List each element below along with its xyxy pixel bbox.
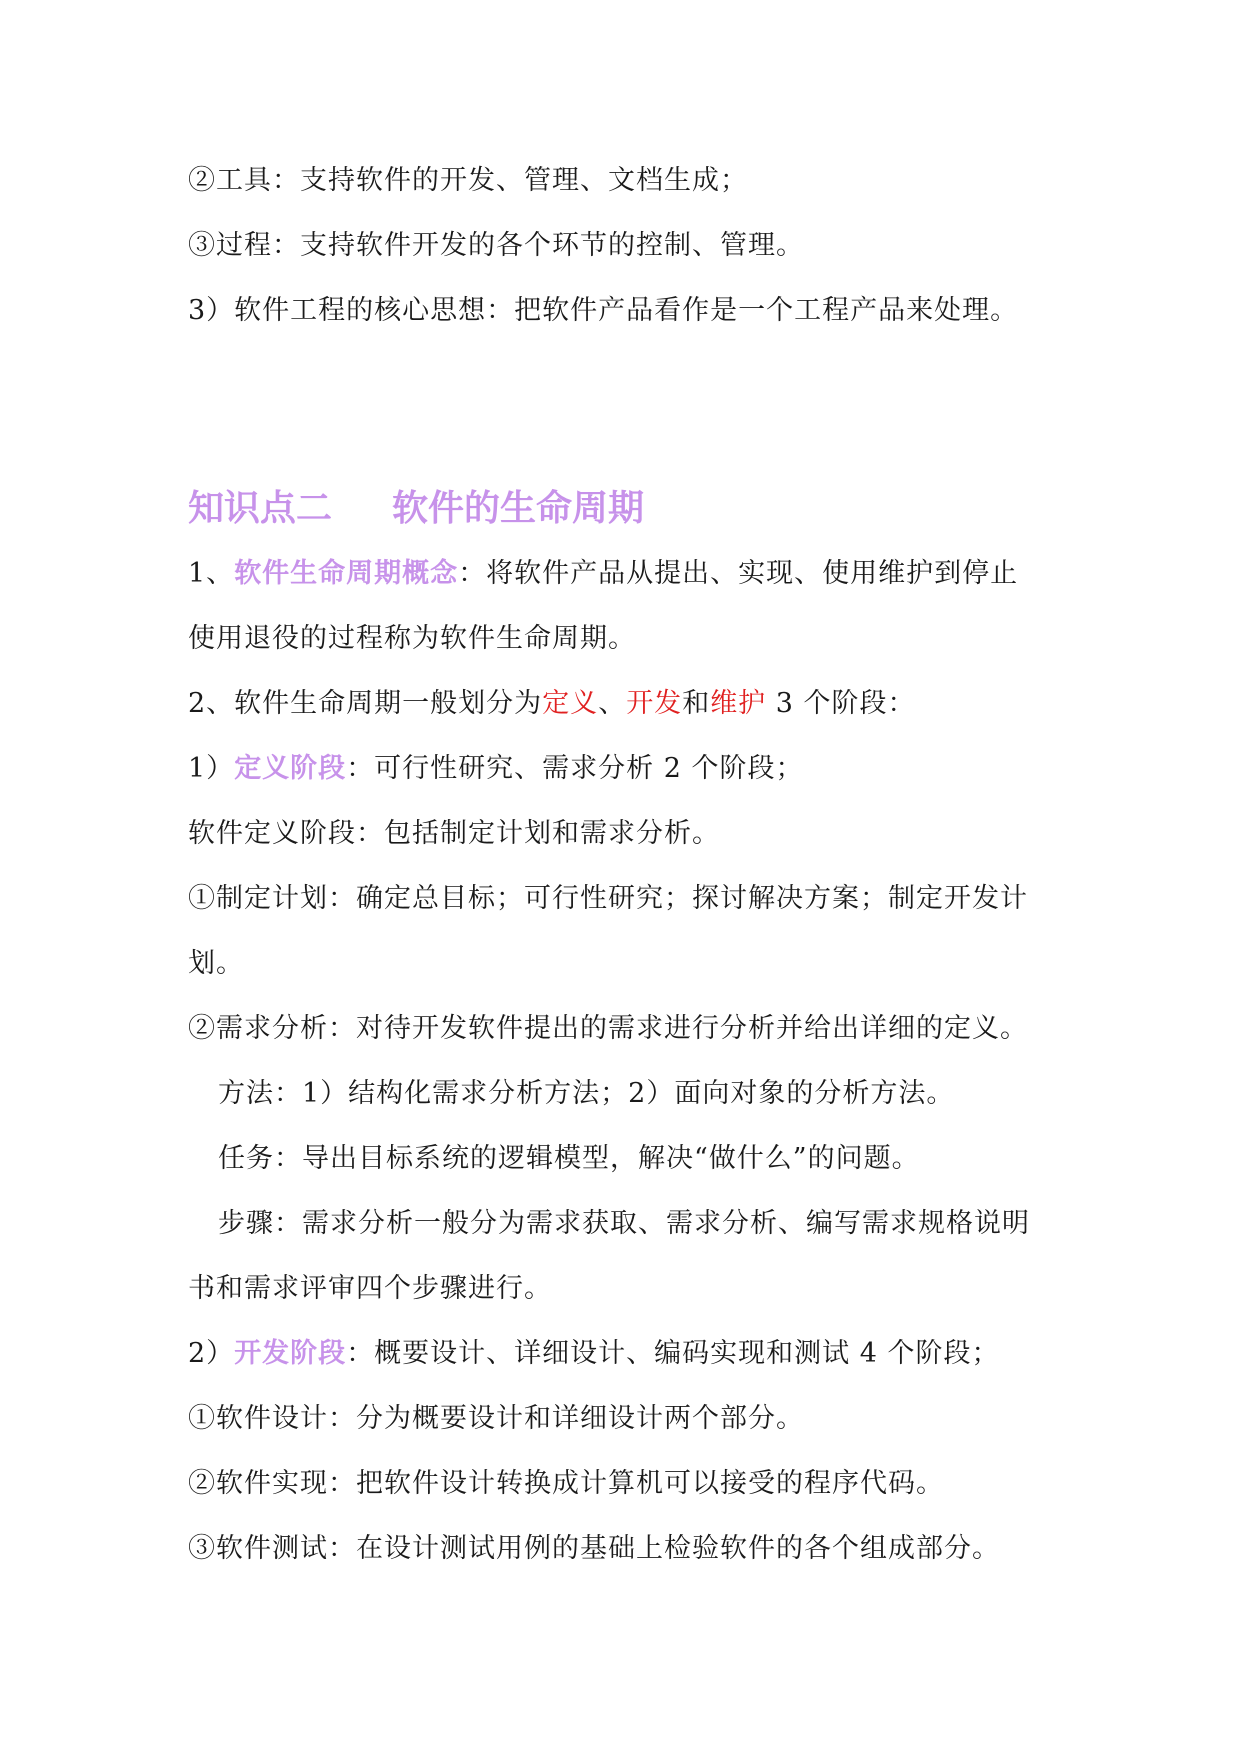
- paragraph-planning: ①制定计划：确定总目标；可行性研究；探讨解决方案；制定开发计: [188, 883, 1028, 914]
- separator: 和: [682, 688, 711, 719]
- paragraph-develop-phase: [188, 1336, 1068, 1372]
- keyword-develop: 开发: [626, 688, 683, 719]
- paragraph-methods: 方法：1）结构化需求分析方法；2）面向对象的分析方法。: [218, 1078, 955, 1109]
- paragraph-planning-cont: 划。: [188, 948, 244, 979]
- paragraph-lifecycle-concept: [188, 556, 1068, 592]
- paragraph-define-phase: [188, 751, 1068, 787]
- item-text: ：概要设计、详细设计、编码实现和测试 4 个阶段；: [346, 1338, 1000, 1369]
- keyword-define: 定义: [542, 688, 599, 719]
- paragraph-steps: 步骤：需求分析一般分为需求获取、需求分析、编写需求规格说明: [218, 1208, 1030, 1239]
- paragraph-lifecycle-concept-cont: 使用退役的过程称为软件生命周期。: [188, 623, 636, 654]
- term-highlight: 软件生命周期概念: [234, 558, 459, 589]
- paragraph-define-summary: 软件定义阶段：包括制定计划和需求分析。: [188, 818, 720, 849]
- separator: 、: [598, 688, 627, 719]
- paragraph-process: ③过程：支持软件开发的各个环节的控制、管理。: [188, 230, 804, 261]
- term-highlight: 定义阶段: [234, 753, 347, 784]
- item-text: 3 个阶段：: [766, 688, 916, 719]
- item-prefix: 1）: [188, 753, 235, 784]
- paragraph-tools: ②工具：支持软件的开发、管理、文档生成；: [188, 165, 748, 196]
- term-highlight: 开发阶段: [234, 1338, 347, 1369]
- item-text: ：可行性研究、需求分析 2 个阶段；: [346, 753, 804, 784]
- heading-title: 软件的生命周期: [392, 487, 645, 529]
- section-heading: [188, 485, 644, 531]
- item-text: ：将软件产品从提出、实现、使用维护到停止: [458, 558, 1019, 589]
- paragraph-requirements: ②需求分析：对待开发软件提出的需求进行分析并给出详细的定义。: [188, 1013, 1028, 1044]
- paragraph-core-idea: 3）软件工程的核心思想：把软件产品看作是一个工程产品来处理。: [188, 295, 1019, 326]
- paragraph-implementation: ②软件实现：把软件设计转换成计算机可以接受的程序代码。: [188, 1468, 944, 1499]
- item-prefix: 2）: [188, 1338, 235, 1369]
- heading-number: 知识点二: [188, 487, 333, 529]
- paragraph-design: ①软件设计：分为概要设计和详细设计两个部分。: [188, 1403, 804, 1434]
- paragraph-steps-cont: 书和需求评审四个步骤进行。: [188, 1273, 552, 1304]
- keyword-maintain: 维护: [710, 688, 767, 719]
- paragraph-testing: ③软件测试：在设计测试用例的基础上检验软件的各个组成部分。: [188, 1533, 1000, 1564]
- item-prefix: 1、: [188, 558, 235, 589]
- item-text: 2、软件生命周期一般划分为: [188, 688, 543, 719]
- paragraph-tasks: 任务：导出目标系统的逻辑模型，解决“做什么”的问题。: [218, 1143, 920, 1174]
- paragraph-lifecycle-stages: [188, 686, 1068, 722]
